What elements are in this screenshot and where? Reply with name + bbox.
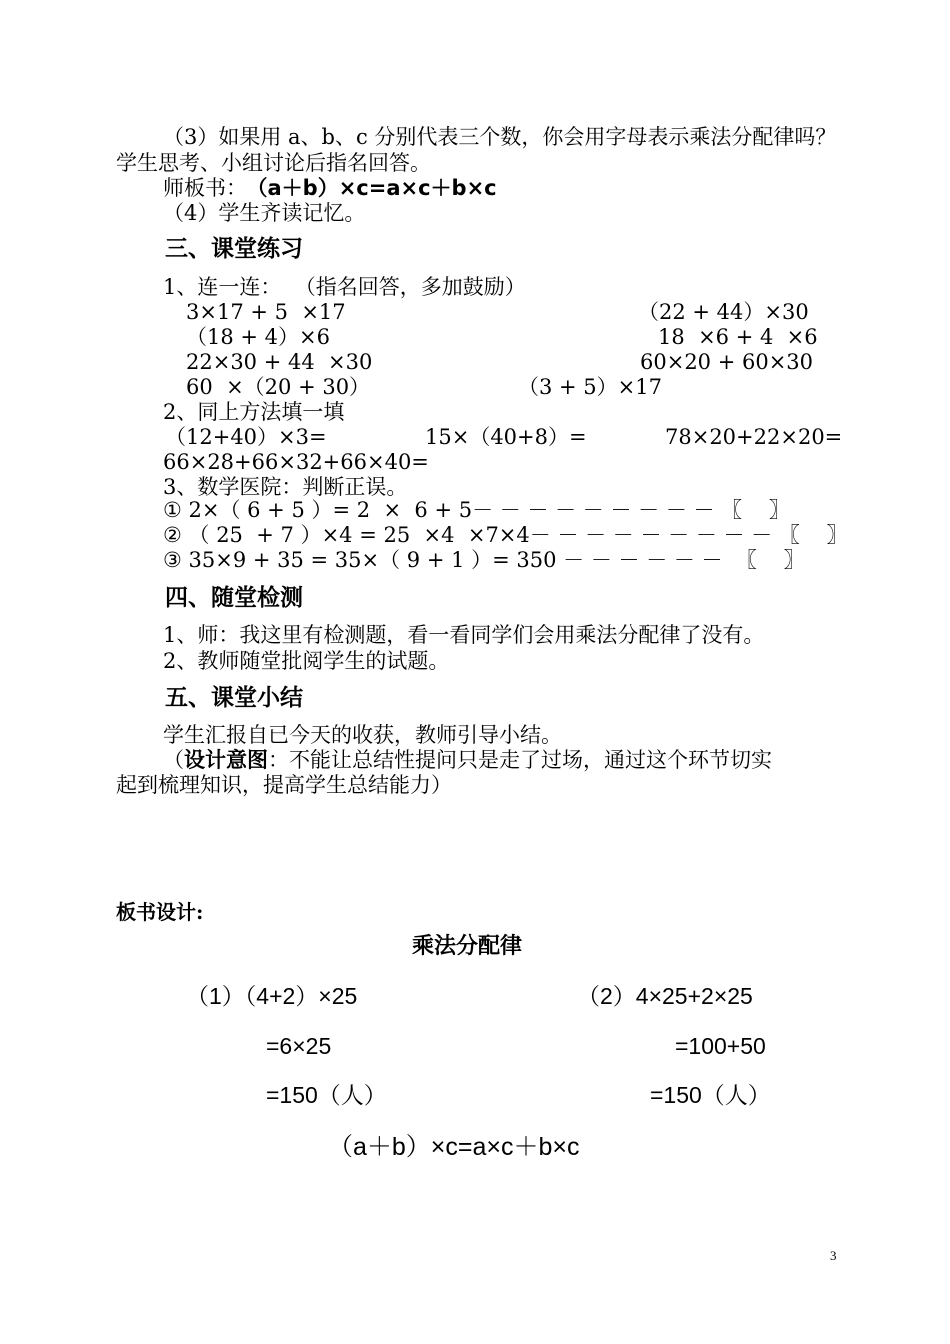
question-3: （3）如果用 a、b、c 分别代表三个数，你会用字母表示乘法分配律吗？ [163,125,837,149]
judge-expression: （ 25 + 7 ）×4 = 25 ×4 ×7×4－ － － － － － － － － 〖 〗 [188,523,848,547]
judge-number: ② [163,523,182,547]
page-number: 3 [830,1248,837,1263]
judge-row [163,547,805,573]
judge-expression: 2×（ 6 + 5 ）= 2 × 6 + 5－ － － － － － － － － 〖 〗 [188,498,790,522]
board-formula-final: （a＋b）×c=a×c＋b×c [328,1133,580,1161]
board-formula: （a＋b）×c=a×c＋b×c [257,176,497,200]
exercise-3-title: 3、数学医院：判断正误。 [163,475,408,499]
judge-expression: 35×9 + 35 = 35×（ 9 + 1 ）= 350 － － － － － － 〖 〗 [188,548,805,572]
connect-right-item: 18 ×6 + 4 ×6 [658,325,818,349]
connect-right-item: 60×20 + 60×30 [640,350,814,374]
connect-right-item: （22 + 44）×30 [638,300,809,324]
question-4: （4）学生齐读记忆。 [163,201,366,225]
judge-number: ③ [163,548,182,572]
board-left-line: （1）（4+2）×25 [186,983,358,1009]
fill-item: 66×28+66×32+66×40= [163,450,429,474]
section-5-line: 学生汇报自已今天的收获，教师引导小结。 [163,723,562,747]
section-3-heading: 三、课堂练习 [165,236,303,262]
connect-left-item: 60 ×（20 + 30） [186,375,371,399]
judge-row [163,522,848,548]
section-5-heading: 五、课堂小结 [165,685,303,711]
design-intent-text: ：不能让总结性提问只是走了过场，通过这个环节切实 [268,748,772,772]
section-4-heading: 四、随堂检测 [165,585,303,611]
section-4-line: 2、教师随堂批阅学生的试题。 [163,649,450,673]
board-design-label: 板书设计: [116,900,204,924]
board-prefix: 师板书： [163,176,247,200]
fill-item: 78×20+22×20= [665,425,843,449]
connect-left-item: （18 + 4）×6 [186,325,330,349]
design-intent-label: 设计意图 [184,747,268,772]
board-title: 乘法分配律 [412,934,523,959]
fill-item: 15×（40+8）= [425,425,587,449]
judge-number: ① [163,498,182,522]
board-right-line: =150（人） [650,1082,771,1108]
open-paren: （ [163,748,184,772]
design-intent-continued: 起到梳理知识，提高学生总结能力） [116,773,452,797]
connect-left-item: 3×17 + 5 ×17 [186,300,346,324]
connect-right-item: （3 + 5）×17 [518,375,662,399]
fill-item: （12+40）×3= [165,425,327,449]
board-right-line: （2）4×25+2×25 [577,983,753,1009]
design-intent [163,747,772,773]
teacher-board-line [163,175,497,201]
board-left-line: =6×25 [266,1033,332,1059]
question-3-continued: 学生思考、小组讨论后指名回答。 [116,151,431,175]
judge-row [163,497,790,523]
board-left-line: =150（人） [266,1082,387,1108]
connect-left-item: 22×30 + 44 ×30 [186,350,373,374]
board-right-line: =100+50 [675,1033,766,1059]
exercise-2-title: 2、同上方法填一填 [163,400,345,424]
section-4-line: 1、师：我这里有检测题，看一看同学们会用乘法分配律了没有。 [163,623,765,647]
exercise-1-title: 1、连一连： （指名回答，多加鼓励） [163,275,526,299]
